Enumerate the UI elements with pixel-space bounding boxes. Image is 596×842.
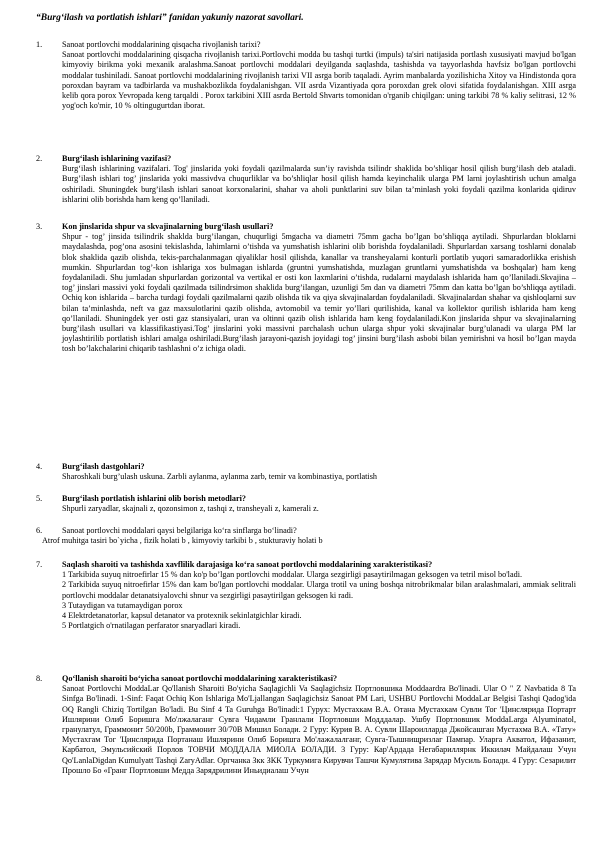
answer-text: Atrof muhitga tasiri bo`yicha , fizik holati b , kimyoviy tarkibi b , stukturaviy holati b [42, 536, 323, 546]
question-number: 3. [36, 222, 43, 231]
question-text: Saqlash sharoiti va tashishda xavflilik darajasiga ko‘ra sanoat portlovchi moddalarining xarakteristikasi? [62, 560, 433, 569]
question-number: 7. [36, 560, 43, 569]
question-4 [36, 462, 576, 482]
question-3 [36, 222, 576, 355]
question-2 [36, 154, 576, 205]
question-5 [36, 494, 576, 514]
question-text: Kon jinslarida shpur va skvajinalarning burg‘ilash usullari? [62, 222, 274, 231]
answer-text: 1 Tarkibida suyuq nitroefirlar 15 % dan ko'p bo’lgan portlovchi moddalar. Ularga sezgirligi pasaytirilmagan geksogen va tetril misol bo'ladi. 2 Tarkibida suyuq nitroefirlar 15% dan kam bo'lgan portlovchi moddalar. Ularga trotil va uning boshqa nitrobrikmalar bilan aralashmalari, ammiak selitrali portlovchi moddalar detanatsiyalovchi shnur va sezgirligi pasaytirilgan geksogen ki radi. 3 Tutaydigan va tutamaydigan porox 4 Elektrdetanatorlar, kapsul detanator va protexnik sekinlatgichlar kiradi. 5 Portlatgich o'rnatilagan perfarator snaryadlari kiradi. [62, 570, 576, 631]
question-6 [36, 526, 576, 546]
question-text: Burg‘ilash dastgohlari? [62, 462, 145, 471]
page-title: “Burg‘ilash va portlatish ishlari” fanidan yakuniy nazorat savollari. [36, 13, 304, 23]
question-text: Qo‘llanish sharoiti bo‘yicha sanoat portlovchi moddalarining xarakteristikasi? [62, 674, 338, 683]
answer-text: Shpur - tog’ jinsida tsilindrik shaklda burg’ilangan, chuqurligi 5mgacha va diametri 75mm gacha bo’lgan bo’shliqqa aytiladi. Shpurlardan bloklarni maydalashda, pog’ona asosini tekislashda, lahimlarni o’tishda va yumshatish ishlarini olib borishda foydalaniladi. Shpurlardan xarsang toshlarni donalab blok shaklida qazib olishda, tekis-parchalanmagan qiyaliklar hosil qilishda, kanallar va transheyalarni konturli portlatib yuqori samaradorlikka erishish mumkin. Shpurlardan tog’-kon ishlariga xos bulmagan ishlarda (gruntni yumshatishda, muzlagan gruntlarni yumshatishda va boshqalar) ham keng foydalaniladi. Shu jumladan shpurlardan gorizontal va vertikal er osti kon laxmlarini o’tishda, rudalarni maydalash ishlarida ham qo’llaniladi.Skvajina – tog’ jinslari massivi yoki foydali qazilmada tsilindrsimon shaklida burg’ilangan, uzunligi 5m dan va diametri 75mm dan katta bo’lgan bo’shliqqa aytiladi. Ochiq kon ishlarida – barcha turdagi foydali qazilmalarni qazib olishda tik va qiya skvajinalardan foydalaniladi. Skvajinalardan shahar va qishloqlarni suv bilan ta’minlashda, neft va gaz maxsulotlarini qazib olishda, avtomobil va temir yo’llari qurilishida, kanal va kollektor qurilish ishlarida ham keng qo’llaniladi. Shuningdek yer osti gaz stansiyalari, uran va oltinni qazib olish ishlarida ham keng foydalaniladi.Kon jinslarida shpur va skvajinalarning burg’ilash usullari va klassifikastiyasi.Tog’ jinslarini yoki massivni parchalash uchun ularga shpur yoki skvajinalar burg’ulanadi va ularga PM lar joylashtirilib portlatish ishlari amalga oshiriladi.Burg’ilash jarayoni-qazish joyidagi tog’ jinsini burg’ilash asbobi bilan yemirishni va hosil bo’lgan mayda tosh bo’lakchalarini chiqarib tashlashni o’z ichiga oladi. [62, 232, 576, 354]
question-8 [36, 674, 576, 776]
question-number: 5. [36, 494, 43, 503]
question-text: Sanoat portlovchi moddalarining qisqacha rivojlanish tarixi? [62, 40, 261, 49]
question-number: 2. [36, 154, 43, 163]
answer-text: Sanoat Portlovchi ModdaLar Qo'llanish Sharoiti Bo'yicha Saqlagichli Va Saqlagichsiz Портловшика Moddaardra Bo'linadi. Ular O " Z Navbatida 8 Ta Sinfga Bo'linadi. 1-Sinf: Faqat Ochiq Kon Ishlariga Mo'Ljallangan Saqlagichsiz Sanoat PM Lari, USHBU Portlovchi ModdaLar Belgisi Tashqi Qadog'ida OQ Rangli Chiziq Tortilgan Bo'ladi. Bu Sinf 4 Ta Guruhga Bo'linadi:1 Гурух: Мустахкам В.А. Отана Мустахкам Сувли Тог 'Цинсляридa Портарт Ишлярини Олиб Боришга Мо'лжалаганг Сувга Чидамли Гранлали Портловши Модддалар. Ушбу Портловшик ModdaLarga Alyuminatol, гранулатул, Граммонит 50/200b, Граммонит 30/70B Мишил Болади. 2 Гуру: Курия В. А. Сувли Шароилларда Джойсашган Мустахма В.А. «Тату» Мустахгам Тог 'Цинслярида Портанаш Ишлярини Олиб Боришга Мо'лажалалганг, Сувга-Тышнищризлаг Пампар. Уларга Акватол, Ифазанит, Карбатол, Эмульсийский Порлов ТОВЧИ МОДДАЛА МИОЛА БОЛАДИ. 3 Гуру: Кар'Ардада Негабариллярнк Иккилач Майдалаш Учун Qo'LanlaDigdan Kumulyatt Tashqi ZaryAdlar. Оргчанка Зкк ЗКК Туркумига Кирувчи Ташчи Кумулятива Зарядар Мусиль Болади. 4 Гуру: Сезарилит Прошло Бо «Гранг Портловши Медда Зарядрилини Иньидиалаш Учун [62, 684, 576, 775]
question-number: 4. [36, 462, 43, 471]
question-7 [36, 560, 576, 631]
question-number: 8. [36, 674, 43, 683]
question-1 [36, 40, 576, 111]
answer-text: Sharoshkali burg’ulash uskuna. Zarbli aylanma, aylanma zarb, temir va kombinastiya, portlatish [62, 472, 377, 482]
question-text: Sanoat portlovchi moddalari qaysi belgilariga ko‘ra sinflarga bo‘linadi? [62, 526, 297, 535]
question-number: 6. [36, 526, 43, 535]
question-text: Burg‘ilash ishlarining vazifasi? [62, 154, 172, 163]
answer-text: Burg‘ilash ishlarining vazifalari. Tog' jinslarida yoki foydali qazilmalarda sun’iy ravishda tsilindr shaklida bo’shliqar hosil qilish burg’ilash deb ataladi. Burg’ilash ishlari tog’ jinslarida yoki massivdva chuqurliklar va bo’shliqlar hosil qilish hamda keyinchalik ularga PM larni joylashtirish uchun amalga oshiriladi. Shuningdek burg’ilash ishlari sanoat korxonalarini, shahar va aholi punktlarini suv bilan ta’minlash yoki foydali qazilma konlarida qidiruv ishlarini olib borishda ham keng qo’llaniladi. [62, 164, 576, 204]
answer-text: Shpurli zaryadlar, skajnali z, qozonsimon z, tashqi z, transheyali z, kamerali z. [62, 504, 319, 514]
question-number: 1. [36, 40, 43, 49]
answer-text: Sanoat portlovchi moddalarining qisqacha rivojlanish tarixi.Portlovchi modda bu tashqi turtki (impuls) ta'siri natijasida portlash xususiyati mavjud bo'lgan kimyoviy birikma yoki mexanik aralashma.Sanoat portlovchi moddalari deyilganda saqlashda, tashishda va tayyorlashda havfsiz bo'lgan portlovchi moddalar tushiniladi. Sanoat portlovchi moddalarining rivojlanish tarixi VII asrga borib taqaladi. Ayrim manbalarda yozilishicha Xitoy va Hindistonda qora poroxdan bayram va tadbirlarda va mushakbozlikda foydalanishgan. VII asrda Vizantiyada qora poroxdan grek olovi sifatida foydalanishgan. XIII asrga kelib qora porox Yevropada keng tarqaldi . Porox tarkibini XIII asrda Bertold Shvarts tomonidan o'rganib chiqilgan: uning tarkibi 78 % kaliy selitrasi, 12 % yog'och ko'mir, 10 % oltingugurtdan iborat. [62, 50, 576, 111]
question-text: Burg‘ilash portlatish ishlarini olib borish metodlari? [62, 494, 247, 503]
